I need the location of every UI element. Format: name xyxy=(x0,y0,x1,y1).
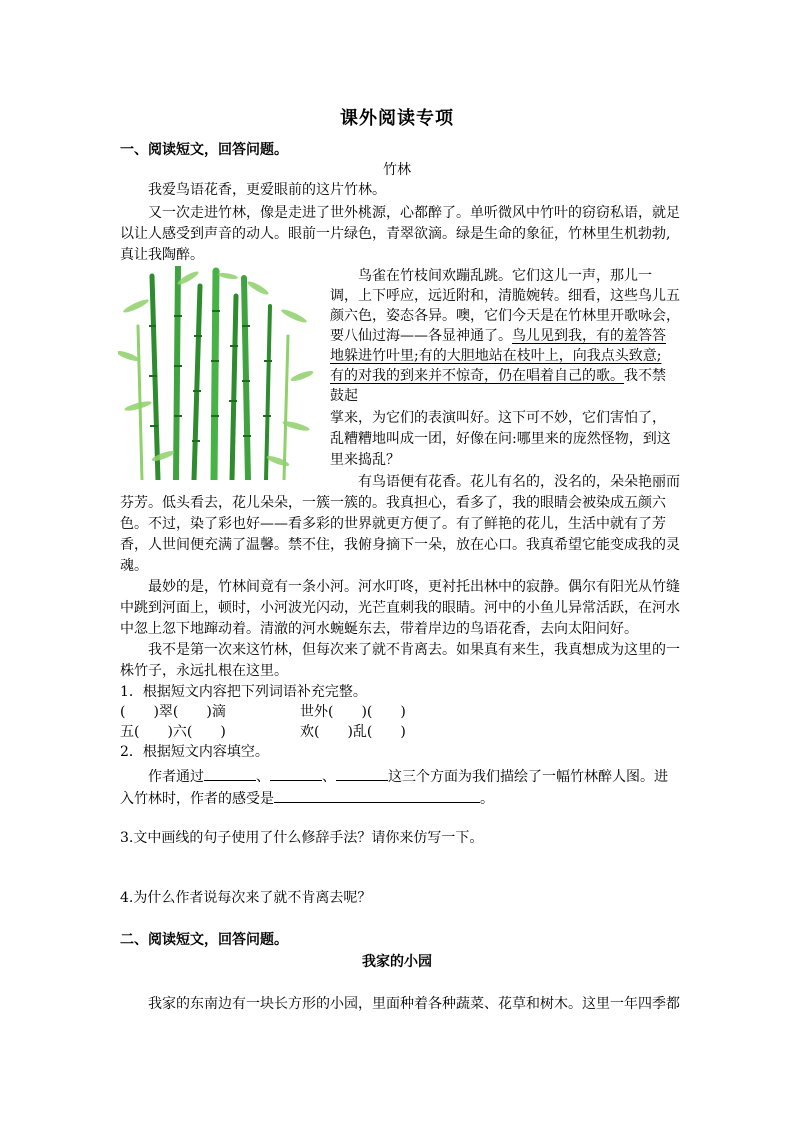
article-title-garden: 我家的小园 xyxy=(362,954,432,970)
answer-blank-2[interactable] xyxy=(270,766,322,781)
paragraph-3-line-7: 鼓起 xyxy=(330,388,358,404)
paragraph-4-line-5: 魂。 xyxy=(120,558,148,574)
paragraph-5-line-1: 最妙的是，竹林间竟有一条小河。河水叮咚，更衬托出林中的寂静。偶尔有阳光从竹缝 xyxy=(148,579,680,595)
paragraph-2-line-1: 又一次走进竹林，像是走进了世外桃源，心都醉了。单听微风中竹叶的窃窃私语，就足 xyxy=(148,205,680,221)
question-2-line-1: 作者通过 、 、 这三个方面为我们描绘了一幅竹林醉人图。进 xyxy=(148,766,668,787)
question-4: 4.为什么作者说每次来了就不肯离去呢？ xyxy=(120,890,372,906)
paragraph-3-line-4: 要八仙过海——各显神通了。鸟儿见到我，有的羞答答 xyxy=(330,328,666,344)
paragraph-3-line-3: 颜六色，姿态各异。噢，它们今天是在竹林里开歌咏会， xyxy=(330,308,680,324)
question-3: 3.文中画线的句子使用了什么修辞手法？请你来仿写一下。 xyxy=(120,830,484,846)
question-1-item-d: 欢( )乱( ) xyxy=(300,724,406,740)
paragraph-3-line-9: 乱糟糟地叫成一团，好像在问:哪里来的庞然怪物，到这 xyxy=(330,431,671,447)
question-2: 2．根据短文内容填空。 xyxy=(120,744,269,760)
question-1-item-b: 世外( )( ) xyxy=(300,704,406,720)
paragraph-5-line-2: 中跳到河面上，顿时，小河波光闪动，光芒直刺我的眼睛。河中的小鱼儿异常活跃，在河水 xyxy=(120,600,680,616)
section-heading-2: 二、阅读短文，回答问题。 xyxy=(120,932,288,948)
underlined-sentence: 鸟儿见到我，有的羞答答 xyxy=(512,328,666,344)
paragraph-4-line-2: 芬芳。低头看去，花儿朵朵，一簇一簇的。我真担心，看多了，我的眼睛会被染成五颜六 xyxy=(120,495,666,511)
bamboo-illustration xyxy=(118,266,318,480)
question-2-line-2: 入竹林时，作者的感受是 。 xyxy=(120,788,494,809)
section-2-paragraph-1: 我家的东南边有一块长方形的小园，里面种着各种蔬菜、花草和树木。这里一年四季都 xyxy=(148,996,680,1012)
paragraph-3-line-5: 地躲进竹叶里;有的大胆地站在枝叶上，向我点头致意; xyxy=(330,348,662,364)
section-heading-1: 一、阅读短文，回答问题。 xyxy=(120,142,288,158)
paragraph-4-line-3: 色。不过，染了彩也好——看多彩的世界就更方便了。有了鲜艳的花儿，生活中就有了芳 xyxy=(120,516,666,532)
paragraph-3-line-2: 调，上下呼应，远近附和，清脆婉转。细看，这些鸟儿五 xyxy=(330,288,680,304)
answer-blank-1[interactable] xyxy=(204,766,256,781)
paragraph-1: 我爱鸟语花香，更爱眼前的这片竹林。 xyxy=(148,182,386,198)
paragraph-6-line-2: 株竹子，永远扎根在这里。 xyxy=(120,663,288,679)
paragraph-3-line-10: 里来捣乱？ xyxy=(330,452,400,468)
page-title: 课外阅读专项 xyxy=(340,108,454,129)
paragraph-2-line-2: 以让人感受到声音的动人。眼前一片绿色，青翠欲滴。绿是生命的象征，竹林里生机勃勃, xyxy=(120,226,671,242)
question-1-item-a: ( )翠( )滴 xyxy=(120,704,226,720)
question-1: 1．根据短文内容把下列词语补充完整。 xyxy=(120,684,367,700)
question-1-item-c: 五( )六( ) xyxy=(120,724,226,740)
paragraph-3-line-1: 鸟雀在竹枝间欢蹦乱跳。它们这儿一声，那儿一 xyxy=(358,268,652,284)
article-title-bamboo: 竹林 xyxy=(383,162,411,178)
answer-blank-4[interactable] xyxy=(274,788,480,803)
paragraph-2-line-3: 真让我陶醉。 xyxy=(120,247,204,263)
answer-blank-3[interactable] xyxy=(336,766,388,781)
paragraph-4-line-1: 有鸟语便有花香。花儿有名的，没名的，朵朵艳丽而 xyxy=(358,474,680,490)
paragraph-6-line-1: 我不是第一次来这竹林，但每次来了就不肯离去。如果真有来生，我真想成为这里的一 xyxy=(148,642,680,658)
paragraph-5-line-3: 中忽上忽下地蹿动着。清澈的河水蜿蜒东去，带着岸边的鸟语花香，去向太阳问好。 xyxy=(120,621,638,637)
paragraph-3-line-6: 有的对我的到来并不惊奇，仍在唱着自己的歌。我不禁 xyxy=(330,368,666,384)
paragraph-3-line-8: 掌来，为它们的表演叫好。这下可不妙，它们害怕了， xyxy=(330,410,666,426)
paragraph-4-line-4: 香，人世间便充满了温馨。禁不住，我俯身摘下一朵，放在心口。我真希望它能变成我的灵 xyxy=(120,537,680,553)
